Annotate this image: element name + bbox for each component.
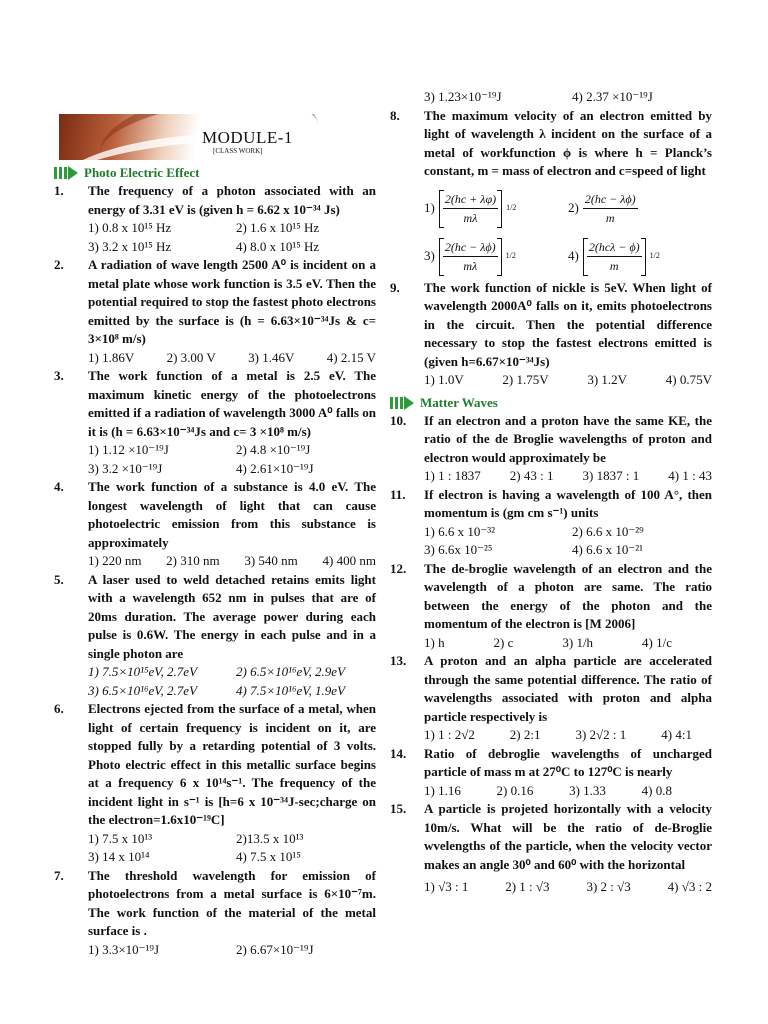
option: 2) 1.75V bbox=[502, 372, 549, 387]
option: 3) 3.2 x 10¹⁵ Hz bbox=[88, 238, 172, 254]
section-matter-waves: Matter Waves bbox=[390, 394, 712, 412]
section-arrow-icon bbox=[54, 166, 80, 180]
option: 3) 1.2V bbox=[587, 372, 628, 387]
option: 2) 43 : 1 bbox=[509, 468, 554, 483]
question-7: 7. The threshold wavelength for emission of photoelectrons from a metal surface is 6×10⁻⁷m. The work function of the material of the metal surface is . 1) 3.3×10⁻¹⁹J 2) 6.67×10⁻¹⁹J bbox=[54, 867, 376, 960]
option: 3) 3.2 ×10⁻¹⁹J bbox=[88, 460, 163, 476]
question-3: 3. The work function of a metal is 2.5 eV. The maximum kinetic energy of the photoelectrons emitted if a radiation of wavelength 3000 A⁰ falls on it is (h = 6.63×10⁻³⁴Js and c= 3 ×10⁸ m/s) 1) 1.12 ×10⁻¹⁹J 2) 4.8 ×10⁻¹⁹J 3) 3.2 ×10⁻¹⁹J 4) 2.61×10⁻¹⁹J bbox=[54, 367, 376, 478]
option: 4) 4:1 bbox=[661, 727, 692, 742]
option: 2) c bbox=[493, 634, 514, 650]
option: 2) 6.67×10⁻¹⁹J bbox=[236, 941, 314, 957]
option: 1) h bbox=[424, 634, 445, 650]
question-5: 5. A laser used to weld detached retains emits light with a wavelength 652 nm in pulses that are of 20ms duration. The average power during each pulse is 0.6W. The energy in each pulse and in a single photon are 1) 7.5×10¹⁵eV, 2.7eV 2) 6.5×10¹⁶eV, 2.9eV 3) 6.5×10¹⁶eV, 2.7eV 4) 7.5×10¹⁶eV, 1.9eV bbox=[54, 571, 376, 701]
section-arrow-icon bbox=[390, 396, 416, 410]
option: 3) 1.23×10⁻¹⁹J bbox=[424, 89, 502, 104]
option: 4) 0.75V bbox=[665, 372, 712, 387]
option: 2) 6.5×10¹⁶eV, 2.9eV bbox=[236, 664, 346, 679]
option: 2) 1 : √3 bbox=[505, 879, 550, 894]
option: 2) 2:1 bbox=[509, 727, 541, 742]
question-14: 14. Ratio of debroglie wavelengths of uncharged particle of mass m at 27⁰C to 127⁰C is nearly 1) 1.16 2) 0.16 3) 1.33 4) 0.8 bbox=[390, 745, 712, 801]
question-13: 13. A proton and an alpha particle are accelerated through the same potential difference. The ratio of wavelengths associated with proton and alpha particle respectively is 1) 1 : 2√2 2) 2:1 3) 2√2 : 1 4) 4:1 bbox=[390, 652, 712, 745]
option: 3) 2 : √3 bbox=[586, 879, 631, 894]
option: 1) 7.5×10¹⁵eV, 2.7eV bbox=[88, 664, 198, 679]
option: 1) 0.8 x 10¹⁵ Hz bbox=[88, 220, 172, 235]
option: 4) 7.5×10¹⁶eV, 1.9eV bbox=[236, 682, 346, 698]
option: 1) 1.0V bbox=[424, 372, 464, 387]
option: 3) 14 x 10¹⁴ bbox=[88, 849, 150, 864]
option: 4) √3 : 2 bbox=[667, 879, 712, 894]
option: 2) 1.6 x 10¹⁵ Hz bbox=[236, 220, 320, 235]
option: 3) 1837 : 1 bbox=[582, 468, 640, 483]
module-subtitle: [CLASS WORK] bbox=[213, 147, 263, 155]
option: 1) 1.12 ×10⁻¹⁹J bbox=[88, 442, 169, 457]
option: 1) 1.16 bbox=[424, 782, 461, 798]
question-10: 10. If an electron and a proton have the same KE, the ratio of the de Broglie wavelengths of proton and electron would approximately be 1) 1 : 1837 2) 43 : 1 3) 1837 : 1 4) 1 : 43 bbox=[390, 412, 712, 486]
question-11: 11. If electron is having a wavelength of 100 A°, then momentum is (gm cm s⁻¹) units 1) 6.6 x 10⁻³² 2) 6.6 x 10⁻²⁹ 3) 6.6x 10⁻²⁵ 4) 6.6 x 10⁻²¹ bbox=[390, 486, 712, 560]
option: 2)13.5 x 10¹³ bbox=[236, 830, 304, 846]
section-photo-electric: Photo Electric Effect bbox=[54, 164, 376, 182]
question-7-continued bbox=[390, 88, 712, 107]
right-column bbox=[390, 88, 712, 897]
option: 1) 1 : 1837 bbox=[424, 468, 481, 483]
question-9: 9. The work function of nickle is 5eV. When light of wavelength 2000A⁰ falls on it, emits photoelectrons in the circuit. Then the potential difference necessary to stop the fastest electrons emitted is (given h=6.67×10⁻³⁴Js) 1) 1.0V 2) 1.75V 3) 1.2V 4) 0.75V bbox=[390, 279, 712, 390]
option: 2) 4.8 ×10⁻¹⁹J bbox=[236, 442, 311, 457]
option: 1) 7.5 x 10¹³ bbox=[88, 830, 153, 846]
option: 3) 6.6x 10⁻²⁵ bbox=[424, 542, 493, 557]
option: 4) 2.61×10⁻¹⁹J bbox=[236, 460, 314, 476]
question-6: 6. Electrons ejected from the surface of a metal, when light of certain frequency is incident on it, are stopped fully by a retarding potential of 3 volts. Photo electric effect in this metallic surface begins at a frequency 6 x 10¹⁴s⁻¹. The frequency of the incident light in s⁻¹ is [h=6 x 10⁻³⁴J-sec;charge on the electron=1.6x10⁻¹⁹C] 1) 7.5 x 10¹³ 2)13.5 x 10¹³ 3) 14 x 10¹⁴ 4) 7.5 x 10¹⁵ bbox=[54, 700, 376, 867]
question-8: 8. The maximum velocity of an electron emitted by light of wavelength λ incident on the surface of a metal of workfunction ϕ is where h = Planck’s constant, m = mass of electron and c=speed of light 1) $\frac{2(hc + \lambda\varphi)}{m\lambda}$ 1/2 2) $\frac{2(hc - \lambda\phi)}{m}$ 3) $\frac{2(hc - \lambda\phi)}{m\lambda}$ 1/2 4) $\frac{\text{2(hcλ − ϕ)}}{m}$ 1/2 bbox=[390, 107, 712, 279]
option: 4) 1 : 43 bbox=[668, 468, 712, 483]
option: 1) 6.6 x 10⁻³² bbox=[424, 523, 495, 539]
option: 1) 1.86V bbox=[88, 349, 135, 365]
option: 2) 0.16 bbox=[496, 782, 534, 798]
question-1: 1. The frequency of a photon associated with an energy of 3.31 eV is (given h = 6.62 x 10⁻³⁴ Js) 1) 0.8 x 10¹⁵ Hz 2) 1.6 x 10¹⁵ Hz 3) 3.2 x 10¹⁵ Hz 4) 8.0 x 10¹⁵ Hz bbox=[54, 182, 376, 256]
option: 1) 220 nm bbox=[88, 553, 142, 568]
option: 4) 7.5 x 10¹⁵ bbox=[236, 849, 301, 864]
option: 4) 8.0 x 10¹⁵ Hz bbox=[236, 238, 320, 254]
option: 4) 2.37 ×10⁻¹⁹J bbox=[572, 89, 653, 104]
option: 4) 2.15 V bbox=[326, 349, 376, 365]
option: 1) √3 : 1 bbox=[424, 879, 469, 894]
option: 1) 1 : 2√2 bbox=[424, 727, 475, 742]
option: 4) 0.8 bbox=[641, 782, 672, 798]
option: 4) 400 nm bbox=[322, 553, 376, 568]
option: 2) 6.6 x 10⁻²⁹ bbox=[572, 523, 644, 539]
option: 4) 1/c bbox=[642, 634, 672, 650]
option: 4) 6.6 x 10⁻²¹ bbox=[572, 542, 643, 557]
option: 2) 310 nm bbox=[166, 553, 220, 568]
option: 1) 3.3×10⁻¹⁹J bbox=[88, 941, 160, 957]
question-15: 15. A particle is projeted horizontally with a velocity 10m/s. What will be the ratio of de-Broglie wvelengths of the particle, when the velocity vector makes an angle 30⁰ and 60⁰ with the horizontal 1) √3 : 1 2) 1 : √3 3) 2 : √3 4) √3 : 2 bbox=[390, 800, 712, 897]
option: 2) 3.00 V bbox=[166, 349, 216, 365]
option: 3) 540 nm bbox=[244, 553, 298, 568]
option: 3) 2√2 : 1 bbox=[575, 727, 627, 742]
option: 2) $\frac{2(hc - \lambda\phi)}{m}$ bbox=[568, 191, 636, 225]
question-12: 12. The de-broglie wavelength of an electron and the wavelength of a photon are same. The ratio between the energy of the photon and the momentum of the electron is [M 2006] 1) h 2) c 3) 1/h 4) 1/c bbox=[390, 560, 712, 653]
question-2: 2. A radiation of wave length 2500 A⁰ is incident on a metal plate whose work function is 3.5 eV. Then the potential required to stop the fastest photo electrons emitted by the surface is (h = 6.63×10⁻³⁴Js & c= 3×10⁸ m/s) 1) 1.86V 2) 3.00 V 3) 1.46V 4) 2.15 V bbox=[54, 256, 376, 367]
option: 3) $\frac{2(hc - \lambda\phi)}{m\lambda}$ 1/2 bbox=[424, 238, 568, 276]
option: 3) 1.46V bbox=[248, 349, 295, 365]
option: 3) 1.33 bbox=[569, 782, 606, 798]
option: 4) $\frac{\text{2(hcλ − ϕ)}}{m}$ 1/2 bbox=[568, 238, 712, 276]
module-title: MODULE-1 bbox=[202, 128, 293, 147]
left-column bbox=[54, 164, 376, 959]
option: 3) 1/h bbox=[562, 634, 594, 650]
option: 1) $\frac{2(hc + \lambda\varphi)}{m\lambda}$ 1/2 bbox=[424, 190, 568, 228]
question-4: 4. The work function of a substance is 4.0 eV. The longest wavelength of light that can cause photoelectric emission from this substance is approximately 1) 220 nm 2) 310 nm 3) 540 nm 4) 400 nm bbox=[54, 478, 376, 571]
option: 3) 6.5×10¹⁶eV, 2.7eV bbox=[88, 682, 198, 698]
